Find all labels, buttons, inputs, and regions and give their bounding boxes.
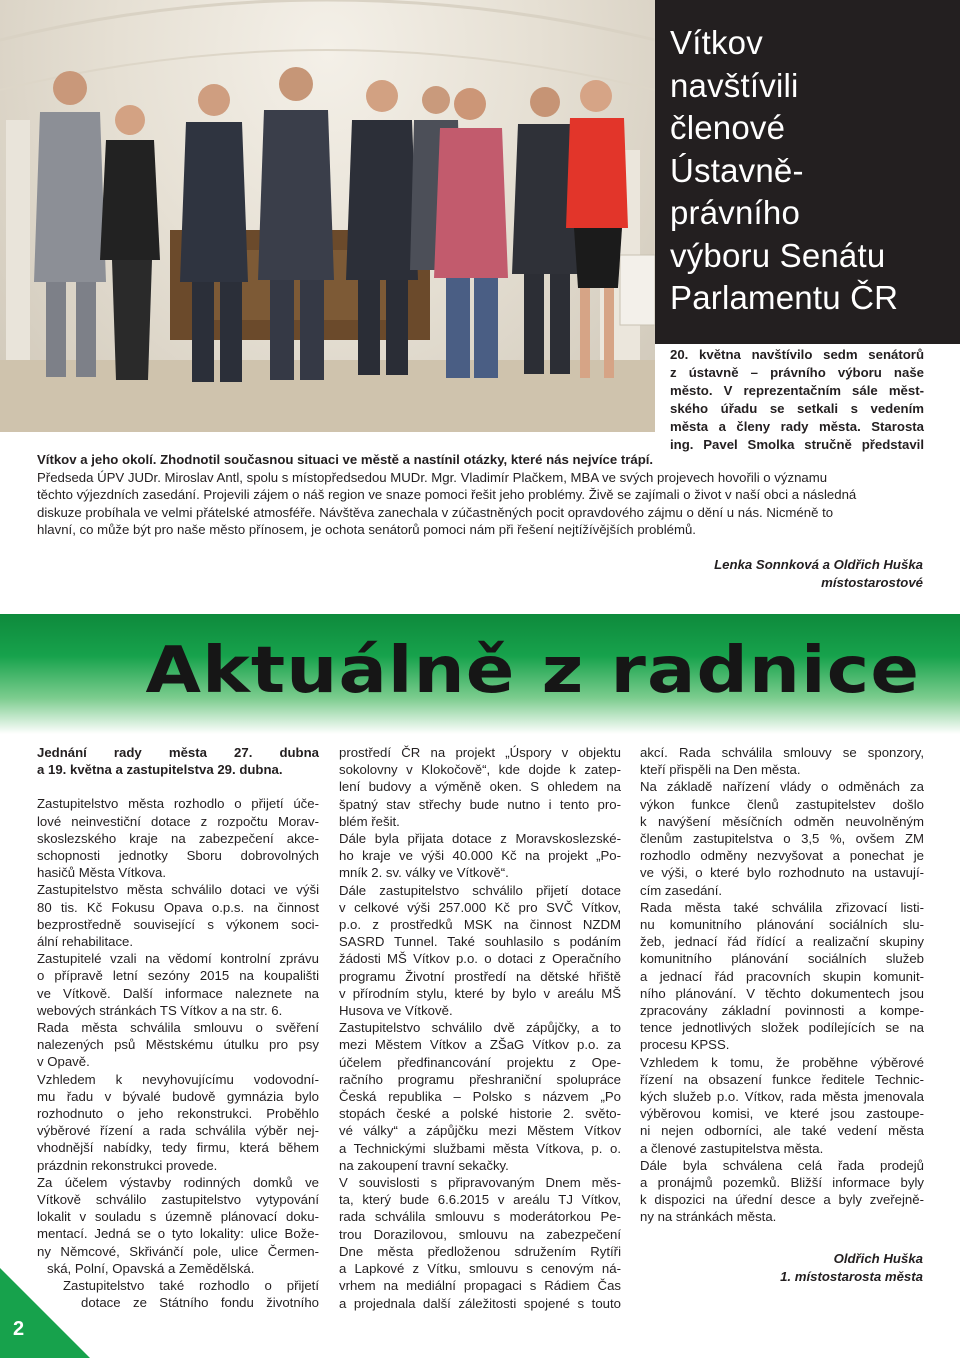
text-line: sokolovny v Klokočově“, kde dojde k zatep- [339, 762, 621, 778]
text-line: vé války“ a zápůjčku mezi Městem Vítkov [339, 1123, 621, 1139]
text-line: komunitního plánování sociálních služeb [640, 951, 924, 967]
article-title-box [655, 0, 960, 344]
text-line: ing. Pavel Smolka stručně představil [670, 437, 924, 452]
text-line: v Opavě. [37, 1054, 90, 1070]
text-line: ho kraje ve výši 40.000 Kč na projekt „Po- [339, 848, 621, 864]
text-line: Dále byla schválena celá řada prodejů [640, 1157, 924, 1173]
text-line: blém řešit. [339, 813, 400, 829]
page-number: 2 [13, 1318, 25, 1340]
column-heading: a 19. května a zastupitelstva 29. dubna. [37, 762, 283, 778]
text-line: rozhodlo odměny nezvyšovat a ponechat je [640, 848, 924, 864]
section-title: Aktuálně z radnice [145, 634, 921, 708]
text-line: Zastupitelé vzali na vědomí kontrolní zprávu [37, 951, 319, 967]
text-line: ni nejen odborníci, ale také vedení města [640, 1123, 924, 1139]
text-line: výběrovou komisi, ve které jsou zastoupe- [640, 1106, 924, 1122]
title-line: navštívili [670, 66, 799, 104]
title-line: členové [670, 109, 786, 146]
article-title [670, 22, 950, 320]
column-2 [339, 744, 621, 1312]
spacer [37, 778, 319, 795]
signature-name: Lenka Sonnková a Oldřich Huška [714, 557, 923, 572]
text-line: hlavní, co může být pro naše město přínosem, je ochota senátorů pomoci nám při řešení nejtížívějších problémů. [37, 522, 696, 537]
text-line: a pronájmů pozemků. Bližší informace byly [640, 1175, 924, 1191]
text-line: lení budovy a výměně oken. S ohledem na [339, 779, 621, 795]
text-line: Zastupitelstvo města rozhodlo o přijetí úče- [37, 796, 319, 812]
text-line: výkon funkce členů zastupitelstev došlo [640, 796, 924, 812]
title-line: Vítkov [670, 24, 763, 61]
text-line: hasičů Města Vítkova. [37, 865, 167, 881]
text-line: Rada města také schválila zřizovací listi- [640, 899, 924, 915]
signature-role: 1. místostarosta města [780, 1268, 923, 1284]
text-line: kých služeb p.o. Vítkov, rada města jmenovala [640, 1089, 924, 1105]
text-line: žeb, jednací řád řídící a realizační skupiny [640, 934, 924, 950]
text-line: mník 2. sv. války ve Vítkově“. [339, 865, 509, 881]
text-line: žádosti MŠ Vítkov p.o. o dotaci z Operačního [339, 951, 621, 967]
column-3 [640, 744, 924, 1226]
text-line: Předseda ÚPV JUDr. Miroslav Antl, spolu s místopředsedou MUDr. Mgr. Vladimír Plačkem, MBA ve svých projevech hovořili o významu [37, 469, 828, 485]
text-line: řízení na obsazení funkce ředitele Technic- [640, 1071, 924, 1087]
text-line: zpracovány základní povinnosti a kompe- [640, 1003, 924, 1019]
text-line: Vzhledem k nevyhovujícímu vodovodní- [37, 1071, 319, 1087]
text-line: 20. května navštívilo sedm senátorů [670, 347, 924, 362]
text-line: ny Němcové, Skřivánčí pole, ulice Čermen- [37, 1243, 319, 1259]
text-line: výběrové řízení a rada schválila výběr nej- [37, 1123, 319, 1139]
text-line: schopnosti jednotky Sboru dobrovolných [37, 848, 319, 864]
group-photo [0, 0, 655, 432]
text-line: v celkové výši 257.000 Kč pro SVČ Vítkov, [339, 899, 621, 915]
section-banner [0, 614, 960, 734]
text-line: mu řadu v bývalé budově gymnázia bylo [37, 1088, 319, 1104]
text-line: vrhem na mediální propagaci s Rádiem Čas [339, 1278, 621, 1294]
text-line: p.o. z prostředků MSK na činnost NZDM [339, 917, 621, 933]
intro-body [37, 451, 925, 539]
text-line: město. V reprezentačním sále měst- [670, 383, 924, 398]
text-line: rozhodnuto o jeho rekonstrukci. Proběhlo [37, 1106, 319, 1122]
title-line: výboru Senátu [670, 236, 886, 274]
text-line: Husova ve Vítkově. [339, 1003, 453, 1019]
text-line: lové neinvestiční dotace z rozpočtu Morav- [37, 813, 319, 829]
text-line: a projednala další záležitosti spojené s touto [339, 1295, 621, 1311]
text-line: tence jednotlivých složek podílejících se na [640, 1020, 924, 1036]
text-line: Zastupitelstvo schválilo dvě zápůjčky, a to [339, 1020, 621, 1036]
column-heading: Jednání rady města 27. dubna [37, 745, 319, 760]
text-line: a Lapkové z Vítku, smlouvu s cenovým ná- [339, 1261, 621, 1277]
text-line: Vítkově schválilo zastupitelstvo vytypování [37, 1192, 319, 1208]
text-line: Zastupitelstvo také rozhodlo o přijetí [63, 1278, 319, 1294]
intro-signature [714, 556, 923, 592]
text-line: ská, Polní, Opavská a Zemědělská. [47, 1260, 255, 1276]
text-line: webových stránkách TS Vítkov a na str. 6. [37, 1002, 283, 1018]
text-line: lokalit v souladu s územně plánovací doku- [37, 1209, 319, 1225]
signature-name: Oldřich Huška [833, 1251, 923, 1266]
text-line: ální rehabilitace. [37, 934, 134, 950]
text-line: trou Dorazilovou, smlouvu na zabezpečení [339, 1226, 621, 1242]
text-line: Vzhledem k tomu, že proběhne výběrové [640, 1054, 924, 1070]
text-line: račního programu přeshraniční spolupráce [339, 1071, 621, 1087]
text-line: kteří přispěli na Den města. [640, 762, 801, 778]
column-signature [780, 1250, 923, 1285]
text-line: V souvislosti s připravovaným Dnem měs- [339, 1175, 621, 1191]
text-line: a Technickými službami města Vítkova, p. o. [339, 1140, 621, 1156]
title-line: Ústavně- [670, 151, 804, 189]
text-line: Vítkov a jeho okolí. Zhodnotil současnou situaci ve městě a nastínil otázky, které nás nejvíce trápí. [37, 452, 654, 467]
text-line: diskuze probíhala ve velmi přátelské atmosféře. Návštěva zanechala v zúčastněných pocit opravdového zájmu o dění u nás. Nicméně to [37, 504, 834, 520]
text-line: a jednací řád pracovních skupin komunit- [640, 968, 924, 984]
column-1 [37, 744, 319, 1312]
text-line: špatný stav střechy bude nutno i tento pro- [339, 796, 621, 812]
text-line: nu komunitního plánování sociálních slu- [640, 917, 924, 933]
text-line: v přírodním stylu, které by bylo v areálu MŠ [339, 985, 621, 1001]
text-line: ny na stránkách města. [640, 1209, 777, 1225]
text-line: Dále zastupitelstvo schválilo přijetí dotace [339, 882, 621, 898]
text-line: SASRD Tunnel. Také souhlasilo s podáním [339, 934, 621, 950]
text-line: z ústavně – právního výboru naše [670, 365, 924, 380]
text-line: nalezených psů Městskému útulku pro psy [37, 1037, 319, 1053]
text-line: těchto výjezdních zasedání. Projevili zájem o náš region ve snaze pomoci řešit jeho problémy. Živě se zajímali o život v naší obci a následná [37, 487, 857, 502]
text-line: Rada města schválila smlouvu o svěření [37, 1020, 319, 1036]
text-line: skoslezského kraje na zabezpečení akce- [37, 830, 319, 846]
text-line: mentací. Jedná se o tyto lokality: ulice Bože- [37, 1226, 319, 1242]
group-photo-illustration [0, 0, 655, 432]
text-line: Za účelem výstavby rodinných domků ve [37, 1174, 319, 1190]
text-line: akcí. Rada schválila smlouvy se sponzory, [640, 745, 924, 760]
text-line: cím zasedání. [640, 882, 723, 898]
text-line: na zakoupení travní sekačky. [339, 1157, 509, 1173]
text-line: bezprostředně související s výkonem soci- [37, 916, 319, 932]
text-line: 80 tis. Kč Fokusu Opava o.p.s. na činnost [37, 899, 319, 915]
text-line: rada schválila smlouvu s moderátorkou Pe- [339, 1209, 621, 1225]
text-line: prázdnin rekonstrukci provede. [37, 1157, 218, 1173]
text-line: a členové zastupitelstva města. [640, 1140, 824, 1156]
intro-lead [670, 346, 924, 454]
text-line: mezi Městem Vítkov a ZŠaG Vítkov p.o. za [339, 1037, 621, 1053]
text-line: programu Životní prostředí na dětské hřiště [339, 968, 621, 984]
text-line: procesu KPSS. [640, 1037, 730, 1053]
text-line: ního plánování. V těchto dokumentech jsou [640, 985, 924, 1001]
signature-role: místostarostové [821, 575, 923, 590]
text-line: Dále byla přijata dotace z Moravskoslezské- [339, 831, 621, 847]
text-line: Česká republika – Polsko s názvem „Po [339, 1089, 621, 1105]
page-corner-triangle [0, 1268, 90, 1358]
text-line: prostředí ČR na projekt „Úspory v objektu [339, 745, 621, 760]
text-line: k navýšení měsíčních odměn neuvolněným [640, 813, 924, 829]
text-line: dotace ze Státního fondu životního [81, 1295, 319, 1311]
text-line: účelem předfinancování projektu z Ope- [339, 1054, 621, 1070]
text-line: Dne města předloženou sdružením Rytíři [339, 1243, 621, 1259]
text-line: ta, který bude 6.6.2015 v areálu TJ Vítkov, [339, 1192, 621, 1208]
title-line: Parlamentu ČR [670, 279, 899, 316]
text-line: vhodnější nabídky, tedy firmu, která během [37, 1140, 319, 1156]
title-line: právního [670, 194, 801, 231]
text-line: k dispozici na úřední desce a byly zveřejně- [640, 1192, 924, 1208]
text-line: ského úřadu se setkali s vedením [670, 401, 924, 416]
text-line: Zastupitelstvo města schválilo dotaci ve výši [37, 882, 319, 898]
text-line: Na základě nařízení vlády o odměnách za [640, 779, 924, 795]
text-line: členům zastupitelstva o 3,5 %, ovšem ZM [640, 831, 924, 847]
text-line: města a členy rady města. Starosta [670, 419, 924, 434]
text-line: stopách české a polské historie 2. světo- [339, 1106, 621, 1122]
text-line: ve výši, o které bylo rozhodnuto na ustavují- [640, 865, 924, 881]
text-line: ve Vítkově. Další informace naleznete na [37, 985, 319, 1001]
text-line: o přípravě letní sezóny 2015 na koupališti [37, 968, 319, 984]
